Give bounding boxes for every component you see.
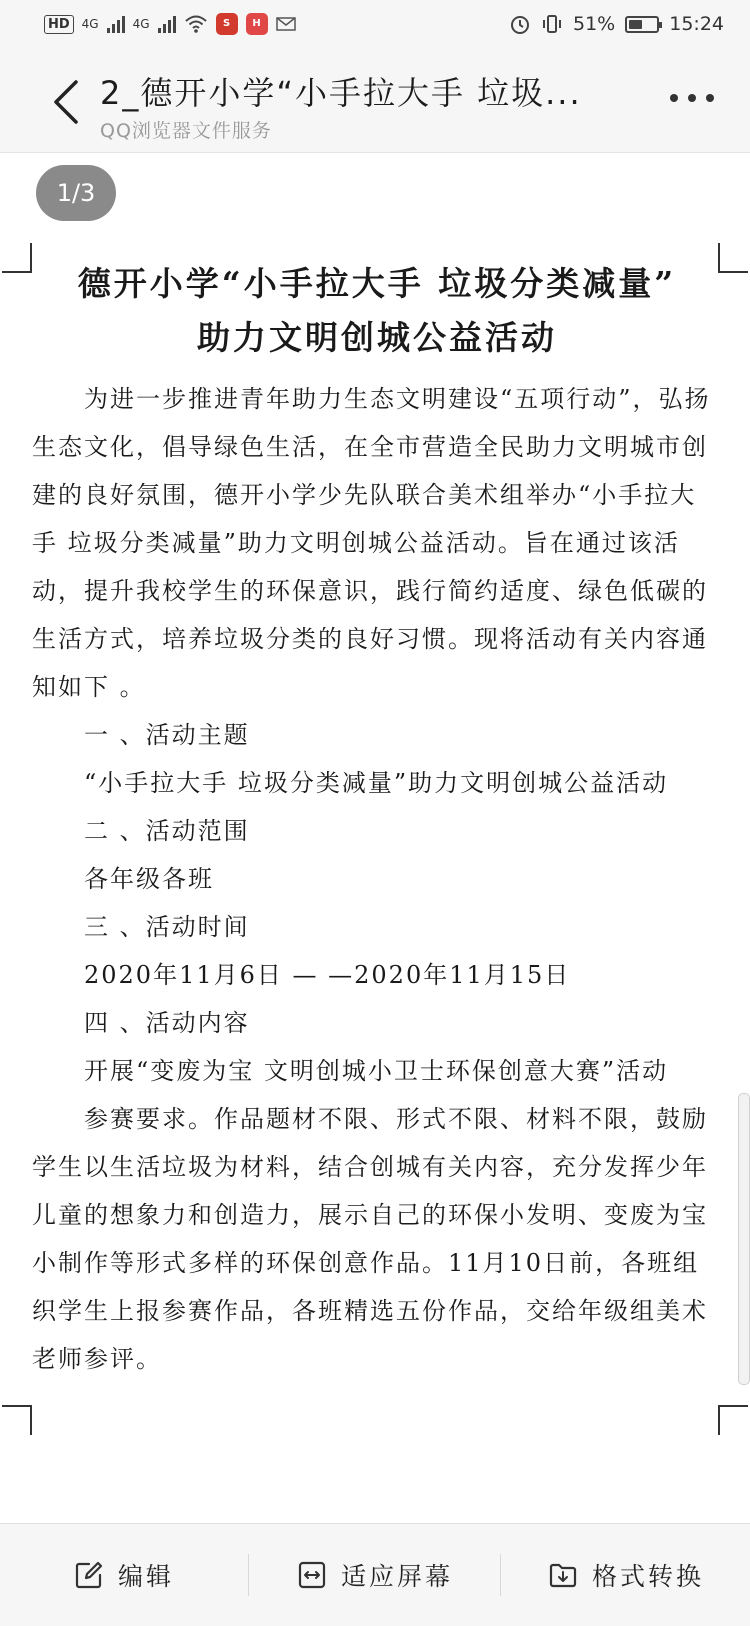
section-heading: 三 、活动时间 <box>84 913 250 941</box>
more-dot-icon <box>688 94 696 102</box>
document-source: QQ浏览器文件服务 <box>100 120 272 142</box>
edit-button[interactable] <box>0 1524 248 1626</box>
toolbar-divider <box>500 1554 501 1596</box>
signal-icon-2 <box>158 15 176 33</box>
doc-heading <box>32 257 722 365</box>
document-page[interactable] <box>0 153 750 1523</box>
section-heading: 二 、活动范围 <box>84 817 250 845</box>
edit-label: 编辑 <box>117 1562 174 1591</box>
crop-mark <box>2 1405 32 1435</box>
weibo-app-icon: S <box>216 13 238 35</box>
fit-screen-button[interactable] <box>250 1524 500 1626</box>
scrollbar[interactable] <box>738 1093 750 1385</box>
intro-paragraph: 为进一步推进青年助力生态文明建设“五项行动”，弘扬生态文化，倡导绿色生活，在全市营造全民助力文明城市创建的良好氛围，德开小学少先队联合美术组举办“小手拉大手 垃圾分类减量”助力文明创城公益活动。旨在通过该活动，提升我校学生的环保意识，践行简约适度、绿色低碳的生活方式，培养垃圾分类的良好习惯。现将活动有关内容通知如下 。 <box>32 385 711 701</box>
network-type-2: 4G <box>132 17 150 31</box>
bottom-toolbar <box>0 1523 750 1626</box>
doc-heading-line1: 德开小学“小手拉大手 垃圾分类减量” <box>77 264 677 303</box>
battery-icon <box>625 16 659 33</box>
section-heading: 四 、活动内容 <box>84 1009 250 1037</box>
document-title: 2_德开小学“小手拉大手 垃圾... <box>100 74 582 112</box>
battery-percent: 51% <box>573 13 616 35</box>
status-left <box>44 13 296 35</box>
vibrate-icon <box>541 13 563 35</box>
fit-screen-icon <box>297 1560 327 1590</box>
more-dot-icon <box>706 94 714 102</box>
chevron-left-icon <box>46 78 86 126</box>
format-convert-button[interactable] <box>502 1524 750 1626</box>
folder-convert-icon <box>548 1560 578 1590</box>
more-dot-icon <box>670 94 678 102</box>
section-content: 开展“变废为宝 文明创城小卫士环保创意大赛”活动 <box>84 1057 669 1085</box>
edit-icon <box>74 1560 104 1590</box>
status-right <box>509 13 724 35</box>
network-type-1: 4G <box>81 17 99 31</box>
section-content: 各年级各班 <box>84 865 214 893</box>
alarm-icon <box>509 13 531 35</box>
crop-mark <box>2 243 32 273</box>
news-app-icon: H <box>246 13 268 35</box>
wifi-icon <box>184 14 208 34</box>
title-bar <box>0 50 750 153</box>
crop-mark <box>718 243 748 273</box>
page-indicator: 1/3 <box>36 165 116 221</box>
section-content: 2020年11月6日 — —2020年11月15日 <box>84 961 571 989</box>
back-button[interactable] <box>46 78 86 126</box>
status-bar <box>0 0 750 50</box>
more-options-button[interactable] <box>670 94 716 108</box>
document-content <box>32 257 722 1383</box>
hd-indicator: HD <box>44 15 74 34</box>
toolbar-divider <box>248 1554 249 1596</box>
clock: 15:24 <box>669 13 724 35</box>
doc-heading-line2: 助力文明创城公益活动 <box>197 318 557 357</box>
fit-screen-label: 适应屏幕 <box>340 1562 453 1591</box>
section-content: “小手拉大手 垃圾分类减量”助力文明创城公益活动 <box>84 769 669 797</box>
mail-icon <box>276 17 296 31</box>
signal-icon-1 <box>107 15 125 33</box>
requirements-paragraph: 参赛要求。作品题材不限、形式不限、材料不限，鼓励学生以生活垃圾为材料，结合创城有关内容，充分发挥少年儿童的想象力和创造力，展示自己的环保小发明、变废为宝小制作等形式多样的环保创意作品。11月10日前，各班组织学生上报参赛作品，各班精选五份作品，交给年级组美术老师参评。 <box>32 1105 708 1373</box>
crop-mark <box>718 1405 748 1435</box>
section-heading: 一 、活动主题 <box>84 721 250 749</box>
format-convert-label: 格式转换 <box>591 1562 704 1591</box>
